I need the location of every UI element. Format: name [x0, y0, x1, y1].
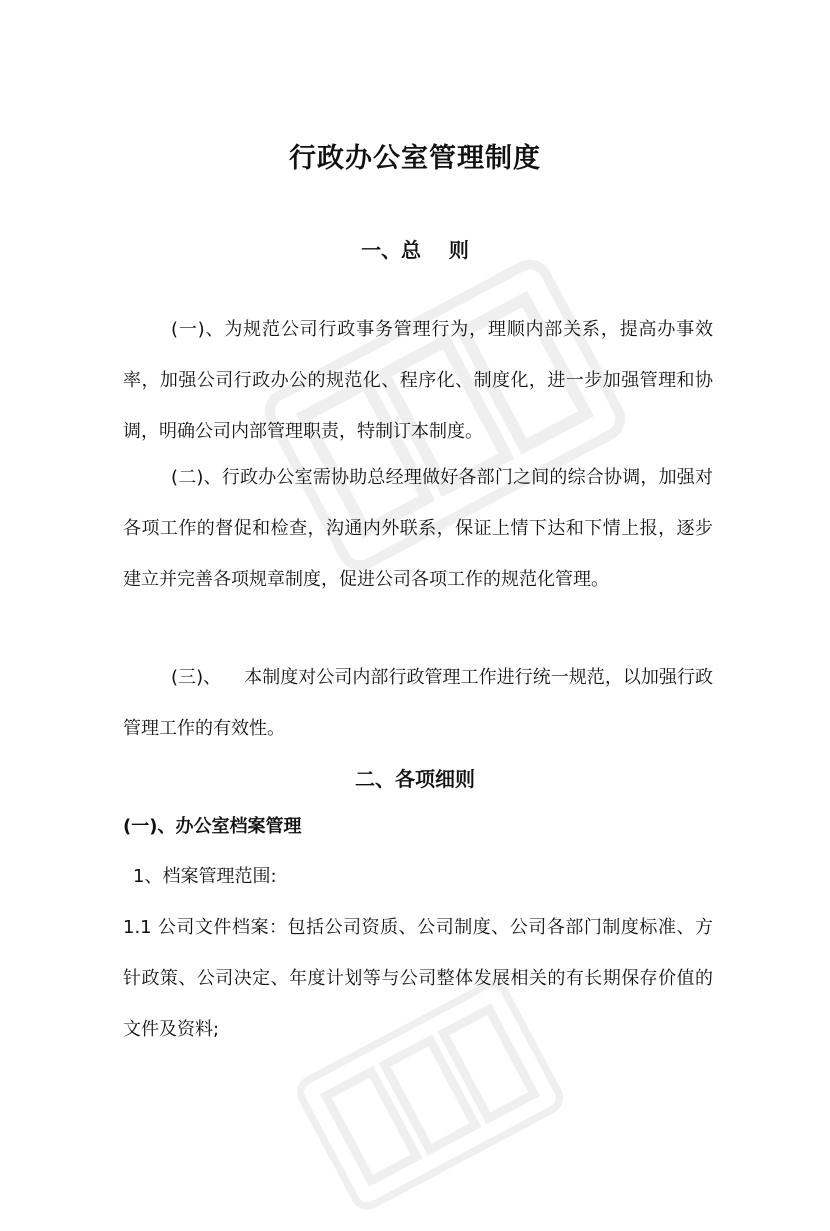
- paragraph-1: (一)、为规范公司行政事务管理行为，理顺内部关系，提高办事效率，加强公司行政办公的规范化、程序化、制度化，进一步加强管理和协调，明确公司内部管理职责，特制订本制度。: [123, 319, 713, 442]
- paragraph-3: (三)、 本制度对公司内部行政管理工作进行统一规范，以加强行政管理工作的有效性。: [123, 667, 713, 739]
- list-item-company-files: 1.1 公司文件档案：包括公司资质、公司制度、公司各部门制度标准、方针政策、公司决定、年度计划等与公司整体发展相关的有长期保存价值的文件及资料;: [123, 917, 713, 1040]
- subheading-archive-management: (一)、办公室档案管理: [123, 816, 302, 837]
- list-item-scope: 1、档案管理范围:: [133, 866, 277, 887]
- section-heading-details: 二、各项细则: [355, 767, 475, 791]
- section-heading-general: 一、总 则: [361, 238, 469, 262]
- document-title: 行政办公室管理制度: [289, 143, 541, 174]
- paragraph-2: (二)、行政办公室需协助总经理做好各部门之间的综合协调，加强对各项工作的督促和检查，沟通内外联系，保证上情下达和下情上报，逐步建立并完善各项规章制度，促进公司各项工作的规范化管理。: [123, 467, 713, 590]
